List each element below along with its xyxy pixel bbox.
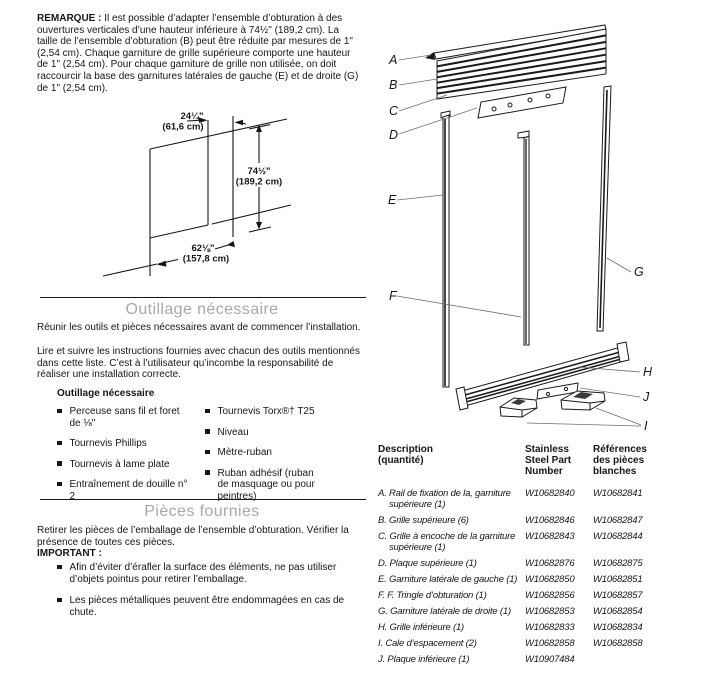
bullet-text: Afin d’éviter d’érafler la surface des éléments, ne pas utiliser d’objets pointus pour retirer l’emballage. — [69, 562, 337, 585]
square-bullet-icon — [205, 470, 210, 475]
tool-item-label: Tournevis à lame plate — [69, 458, 170, 470]
exploded-parts — [425, 25, 629, 417]
part-number-white: W10682834 — [593, 622, 643, 633]
bullet-text: Les pièces métalliques peuvent être endommagées en cas de chute. — [69, 595, 345, 618]
tools-section-heading: Outillage nécessaire — [125, 301, 279, 318]
part-number-stainless: W10682846 — [525, 515, 575, 526]
square-bullet-icon — [205, 429, 210, 434]
table-row — [378, 622, 693, 633]
square-bullet-icon — [57, 461, 62, 466]
callout-d: D — [389, 128, 399, 142]
parts-section-heading: Pièces fournies — [144, 503, 260, 520]
parts-table — [378, 444, 693, 670]
part-description: E. Garniture latérale de gauche (1) — [378, 574, 518, 585]
opening-dimension-diagram — [95, 106, 347, 296]
tools-intro-1: Réunir les outils et pièces nécessaires avant de commencer l’installation. — [37, 322, 361, 333]
tool-item-label: Perceuse sans fil et foret de ⅛" — [69, 406, 180, 429]
part-number-stainless: W10682840 — [525, 488, 575, 499]
callout-b: B — [389, 78, 398, 92]
part-description: G. Garniture latérale de droite (1) — [378, 606, 511, 617]
table-row — [378, 606, 693, 617]
tool-item-label: Niveau — [217, 426, 249, 438]
callout-g: G — [634, 265, 644, 279]
part-d-top-plate — [478, 87, 566, 118]
square-bullet-icon — [205, 450, 210, 455]
dim-width-top-cm: (61,6 cm) — [162, 121, 204, 133]
part-number-white: W10682851 — [593, 574, 643, 585]
col-header-white-refs: Références des pièces blanches — [593, 444, 647, 477]
dim-height-cm: (189,2 cm) — [235, 176, 283, 188]
callout-i: I — [644, 419, 648, 433]
floor-line-right — [212, 205, 291, 224]
remarque-label: REMARQUE : — [37, 13, 102, 24]
tool-item-label: Mètre-ruban — [217, 447, 272, 458]
part-description: D. Plaque supérieure (1) — [378, 558, 477, 569]
square-bullet-icon — [57, 409, 62, 414]
opening-dimension-labels — [162, 111, 282, 265]
tool-item — [205, 427, 330, 439]
part-description: C. Grille à encoche de la garniture supérieure (1) — [378, 531, 516, 553]
tool-item — [57, 406, 192, 429]
tools-intro-2: Lire et suivre les instructions fournies avec chacun des outils mentionnés dans cette liste. C’est à l’utilisateur qu’incombe la responsabilité de réaliser une installation correcte. — [37, 346, 360, 381]
remarque-paragraph — [37, 13, 361, 94]
table-row — [378, 574, 693, 585]
part-number-white: W10682841 — [593, 488, 643, 499]
part-number-stainless: W10682876 — [525, 558, 575, 569]
part-number-white: W10682844 — [593, 531, 643, 542]
table-row — [378, 515, 693, 526]
table-row — [378, 590, 693, 601]
part-number-white: W10682858 — [593, 638, 643, 649]
table-row — [378, 638, 693, 649]
part-number-stainless: W10682843 — [525, 531, 575, 542]
section-divider — [40, 297, 366, 298]
dim-width-bottom-cm: (157,8 cm) — [182, 253, 230, 265]
dim-width-bottom-in: 62⅛" — [191, 243, 215, 254]
table-row — [378, 558, 693, 569]
col-header-description: Description (quantité) — [378, 444, 434, 466]
parts-table-header — [378, 444, 693, 477]
exploded-parts-diagram — [375, 15, 702, 445]
tool-item — [205, 447, 330, 459]
part-number-white: W10682857 — [593, 590, 643, 601]
table-row — [378, 654, 693, 665]
part-number-stainless: W10682850 — [525, 574, 575, 585]
tool-item-label: Ruban adhésif (ruban de masquage ou pour peintres) — [217, 467, 315, 502]
wall-bottom-edge — [150, 225, 208, 238]
table-row — [378, 531, 693, 553]
dim-height-in: 74½" — [247, 166, 271, 177]
part-e-left-trim — [443, 115, 449, 387]
tool-item — [205, 468, 330, 503]
tools-subheading: Outillage nécessaire — [57, 388, 155, 399]
tool-item-label: Tournevis Phillips — [69, 438, 147, 449]
square-bullet-icon — [57, 482, 62, 487]
part-number-white — [593, 654, 690, 665]
table-row — [378, 488, 693, 510]
part-number-stainless: W10682856 — [525, 590, 575, 601]
part-number-white: W10682847 — [593, 515, 643, 526]
square-bullet-icon — [57, 598, 62, 603]
part-number-stainless: W10682853 — [525, 606, 575, 617]
part-number-stainless: W10682858 — [525, 638, 575, 649]
dim-width-top-in: 24¼" — [180, 111, 204, 122]
tool-item — [57, 438, 192, 450]
parts-intro: Retirer les pièces de l’emballage de l’ensemble d’obturation. Vérifier la présence de toutes ces pièces. — [37, 525, 349, 548]
arrowhead — [235, 120, 244, 125]
part-number-white: W10682854 — [593, 606, 643, 617]
floor-line-left — [103, 264, 157, 276]
bullet-item — [57, 562, 367, 585]
callout-e: E — [388, 193, 397, 207]
col-header-stainless: Stainless Steel Part Number — [525, 444, 572, 477]
important-label: IMPORTANT : — [37, 548, 102, 559]
tool-item-label: Tournevis Torx®† T25 — [217, 406, 315, 417]
parts-table-body — [378, 488, 693, 665]
section-divider — [40, 499, 366, 500]
part-number-stainless: W10907484 — [525, 654, 575, 665]
tools-list-right — [205, 406, 330, 511]
part-description: H. Grille inférieure (1) — [378, 622, 465, 633]
tool-item — [205, 406, 330, 418]
remarque-text: Il est possible d’adapter l’ensemble d’obturation à des ouvertures verticales d’une hauteur inférieure à 74½" (189,2 cm). La taille de l’ensemble d’obturation (B) peut être réduite par mesures de 1" (2,54 cm). Chaque garniture de grille supérieure comporte une hauteur de 1" (2,54 cm). Pour chaque garniture de grille non utilisée, on doit raccourcir la base des garnitures latérales de gauche (E) et de droite (G) de 1" (2,54 cm). — [37, 13, 359, 94]
square-bullet-icon — [57, 441, 62, 446]
important-bullets — [57, 562, 367, 628]
part-description: A. Rail de fixation de la, garniture supérieure (1) — [378, 488, 511, 510]
dim-height-tick-bottom — [249, 227, 271, 232]
tool-item-label: Entraînement de douille n° 2 — [69, 479, 188, 502]
part-number-stainless: W10682833 — [525, 622, 575, 633]
part-description: I. Cale d’espacement (2) — [378, 638, 477, 649]
callout-a: A — [389, 53, 398, 67]
part-description: F. F. Tringle d’obturation (1) — [378, 590, 487, 601]
tools-list-left — [57, 406, 192, 511]
square-bullet-icon — [205, 409, 210, 414]
tool-item — [57, 459, 192, 471]
bullet-item — [57, 595, 367, 618]
part-description: J. Plaque inférieure (1) — [378, 654, 470, 665]
callout-c: C — [389, 104, 399, 118]
arrowhead — [256, 222, 262, 230]
part-description: B. Grille supérieure (6) — [378, 515, 469, 526]
square-bullet-icon — [57, 565, 62, 570]
callout-f: F — [389, 289, 397, 303]
arrowhead — [227, 241, 235, 247]
callout-h: H — [643, 365, 653, 379]
part-number-white: W10682875 — [593, 558, 643, 569]
callout-j: J — [643, 390, 650, 404]
